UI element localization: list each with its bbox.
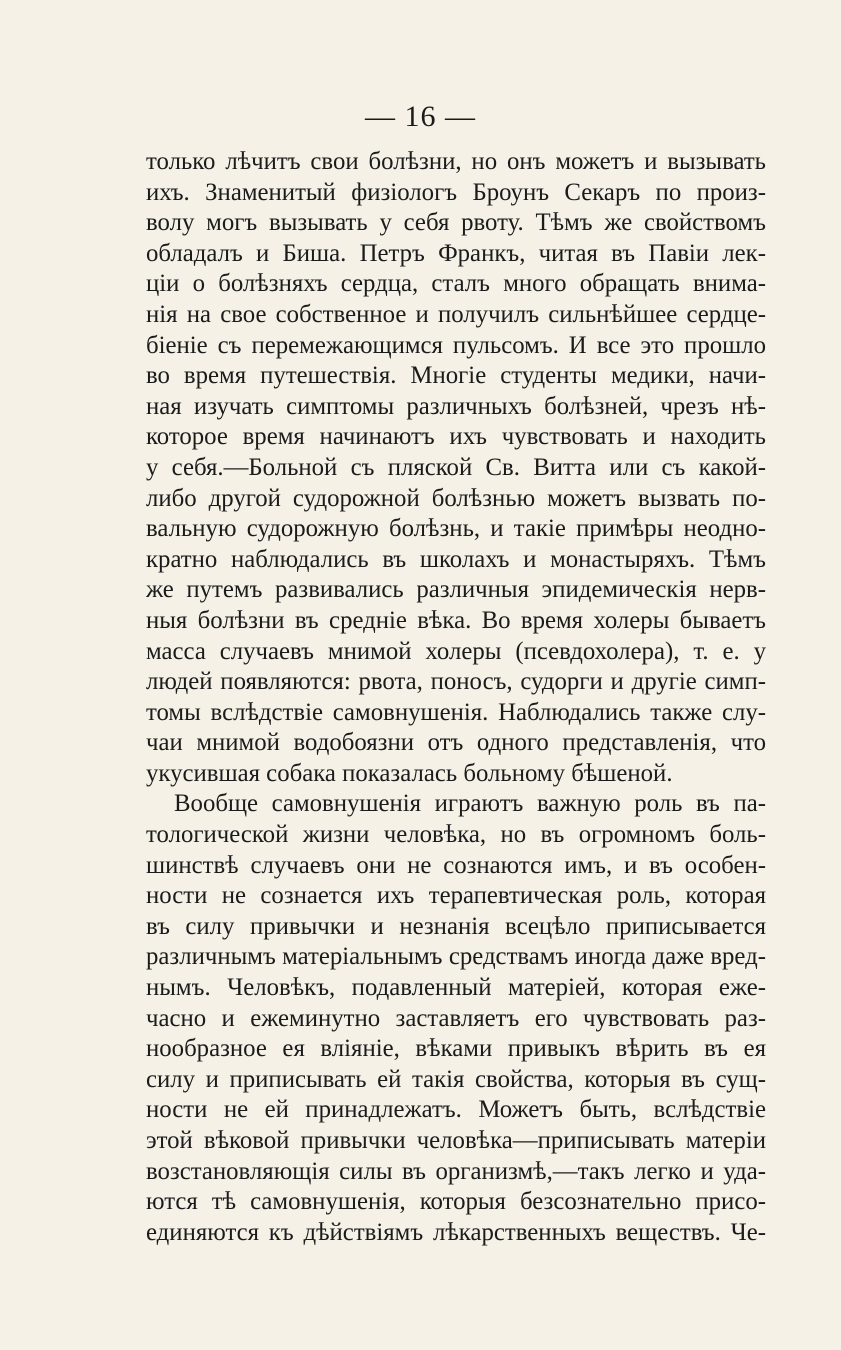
text-line: шинствѣ случаевъ они не сознаются имъ, и въ особен- — [146, 851, 766, 879]
text-line: которое время начинаютъ ихъ чувствовать и находить — [146, 423, 766, 451]
text-line: волу могъ вызывать у себя рвоту. Тѣмъ же свойствомъ — [146, 209, 766, 237]
text-line: возстановляющія силы въ организмѣ,—такъ легко и уда- — [146, 1157, 766, 1185]
text-line: Вообще самовнушенія играютъ важную роль въ па- — [174, 790, 766, 818]
text-line: часно и ежеминутно заставляетъ его чувствовать раз- — [146, 1004, 766, 1032]
text-line: только лѣчитъ свои болѣзни, но онъ можетъ и вызывать — [146, 148, 766, 175]
text-line: либо другой судорожной болѣзнью можетъ вызвать по- — [146, 484, 766, 512]
text-line: различнымъ матеріальнымъ средствамъ иногда даже вред- — [146, 943, 766, 971]
text-line: единяются къ дѣйствіямъ лѣкарственныхъ веществъ. Че- — [146, 1218, 766, 1246]
text-line: ности не ей принадлежатъ. Можетъ быть, вслѣдствіе — [146, 1096, 766, 1124]
text-line: во время путешествія. Многіе студенты медики, начи- — [146, 362, 766, 390]
text-line: въ силу привычки и незнанія всецѣло приписывается — [146, 912, 766, 940]
text-line: у себя.—Больной съ пляской Св. Витта или съ какой- — [146, 453, 766, 481]
text-line: укусившая собака показалась больному бѣшеной. — [146, 759, 673, 787]
text-line: людей появляются: рвота, поносъ, судорги и другіе симп- — [146, 668, 766, 696]
text-line: ются тѣ самовнушенія, которыя безсознательно присо- — [146, 1188, 766, 1216]
text-line: же путемъ развивались различныя эпидемическія нерв- — [146, 576, 766, 604]
text-line: ности не сознается ихъ терапевтическая роль, которая — [146, 882, 766, 910]
text-line: ихъ. Знаменитый физіологъ Броунъ Секаръ по произ- — [146, 178, 766, 206]
text-line: ныя болѣзни въ средніе вѣка. Во время холеры бываетъ — [146, 606, 766, 634]
text-line: біеніе съ перемежающимся пульсомъ. И все это прошло — [146, 331, 766, 359]
text-line: этой вѣковой привычки человѣка—приписывать матеріи — [146, 1127, 766, 1154]
text-line: тологической жизни человѣка, но въ огромномъ боль- — [146, 821, 766, 849]
text-line: вальную судорожную болѣзнь, и такіе примѣры неодно- — [146, 515, 766, 543]
text-line: ціи о болѣзняхъ сердца, сталъ много обращать внима- — [146, 270, 766, 298]
text-line: нымъ. Человѣкъ, подавленный матеріей, которая еже- — [146, 974, 766, 1002]
text-line: нообразное ея вліяніе, вѣками привыкъ вѣрить въ ея — [146, 1035, 766, 1063]
text-line: нія на свое собственное и получилъ сильнѣйшее сердце- — [146, 300, 766, 328]
text-line: масса случаевъ мнимой холеры (псевдохолера), т. е. у — [146, 637, 766, 665]
text-line: томы вслѣдствіе самовнушенія. Наблюдались также слу- — [146, 698, 766, 726]
text-line: ная изучать симптомы различныхъ болѣзней, чрезъ нѣ- — [146, 392, 766, 420]
page-number: — 16 — — [365, 100, 476, 133]
text-line: обладалъ и Биша. Петръ Франкъ, читая въ Павіи лек- — [146, 239, 766, 267]
text-line: кратно наблюдались въ школахъ и монастыряхъ. Тѣмъ — [146, 545, 766, 573]
text-line: силу и приписывать ей такія свойства, которыя въ сущ- — [146, 1065, 766, 1093]
body-text — [146, 147, 766, 1248]
text-line: чаи мнимой водобоязни отъ одного представленія, что — [146, 729, 766, 757]
